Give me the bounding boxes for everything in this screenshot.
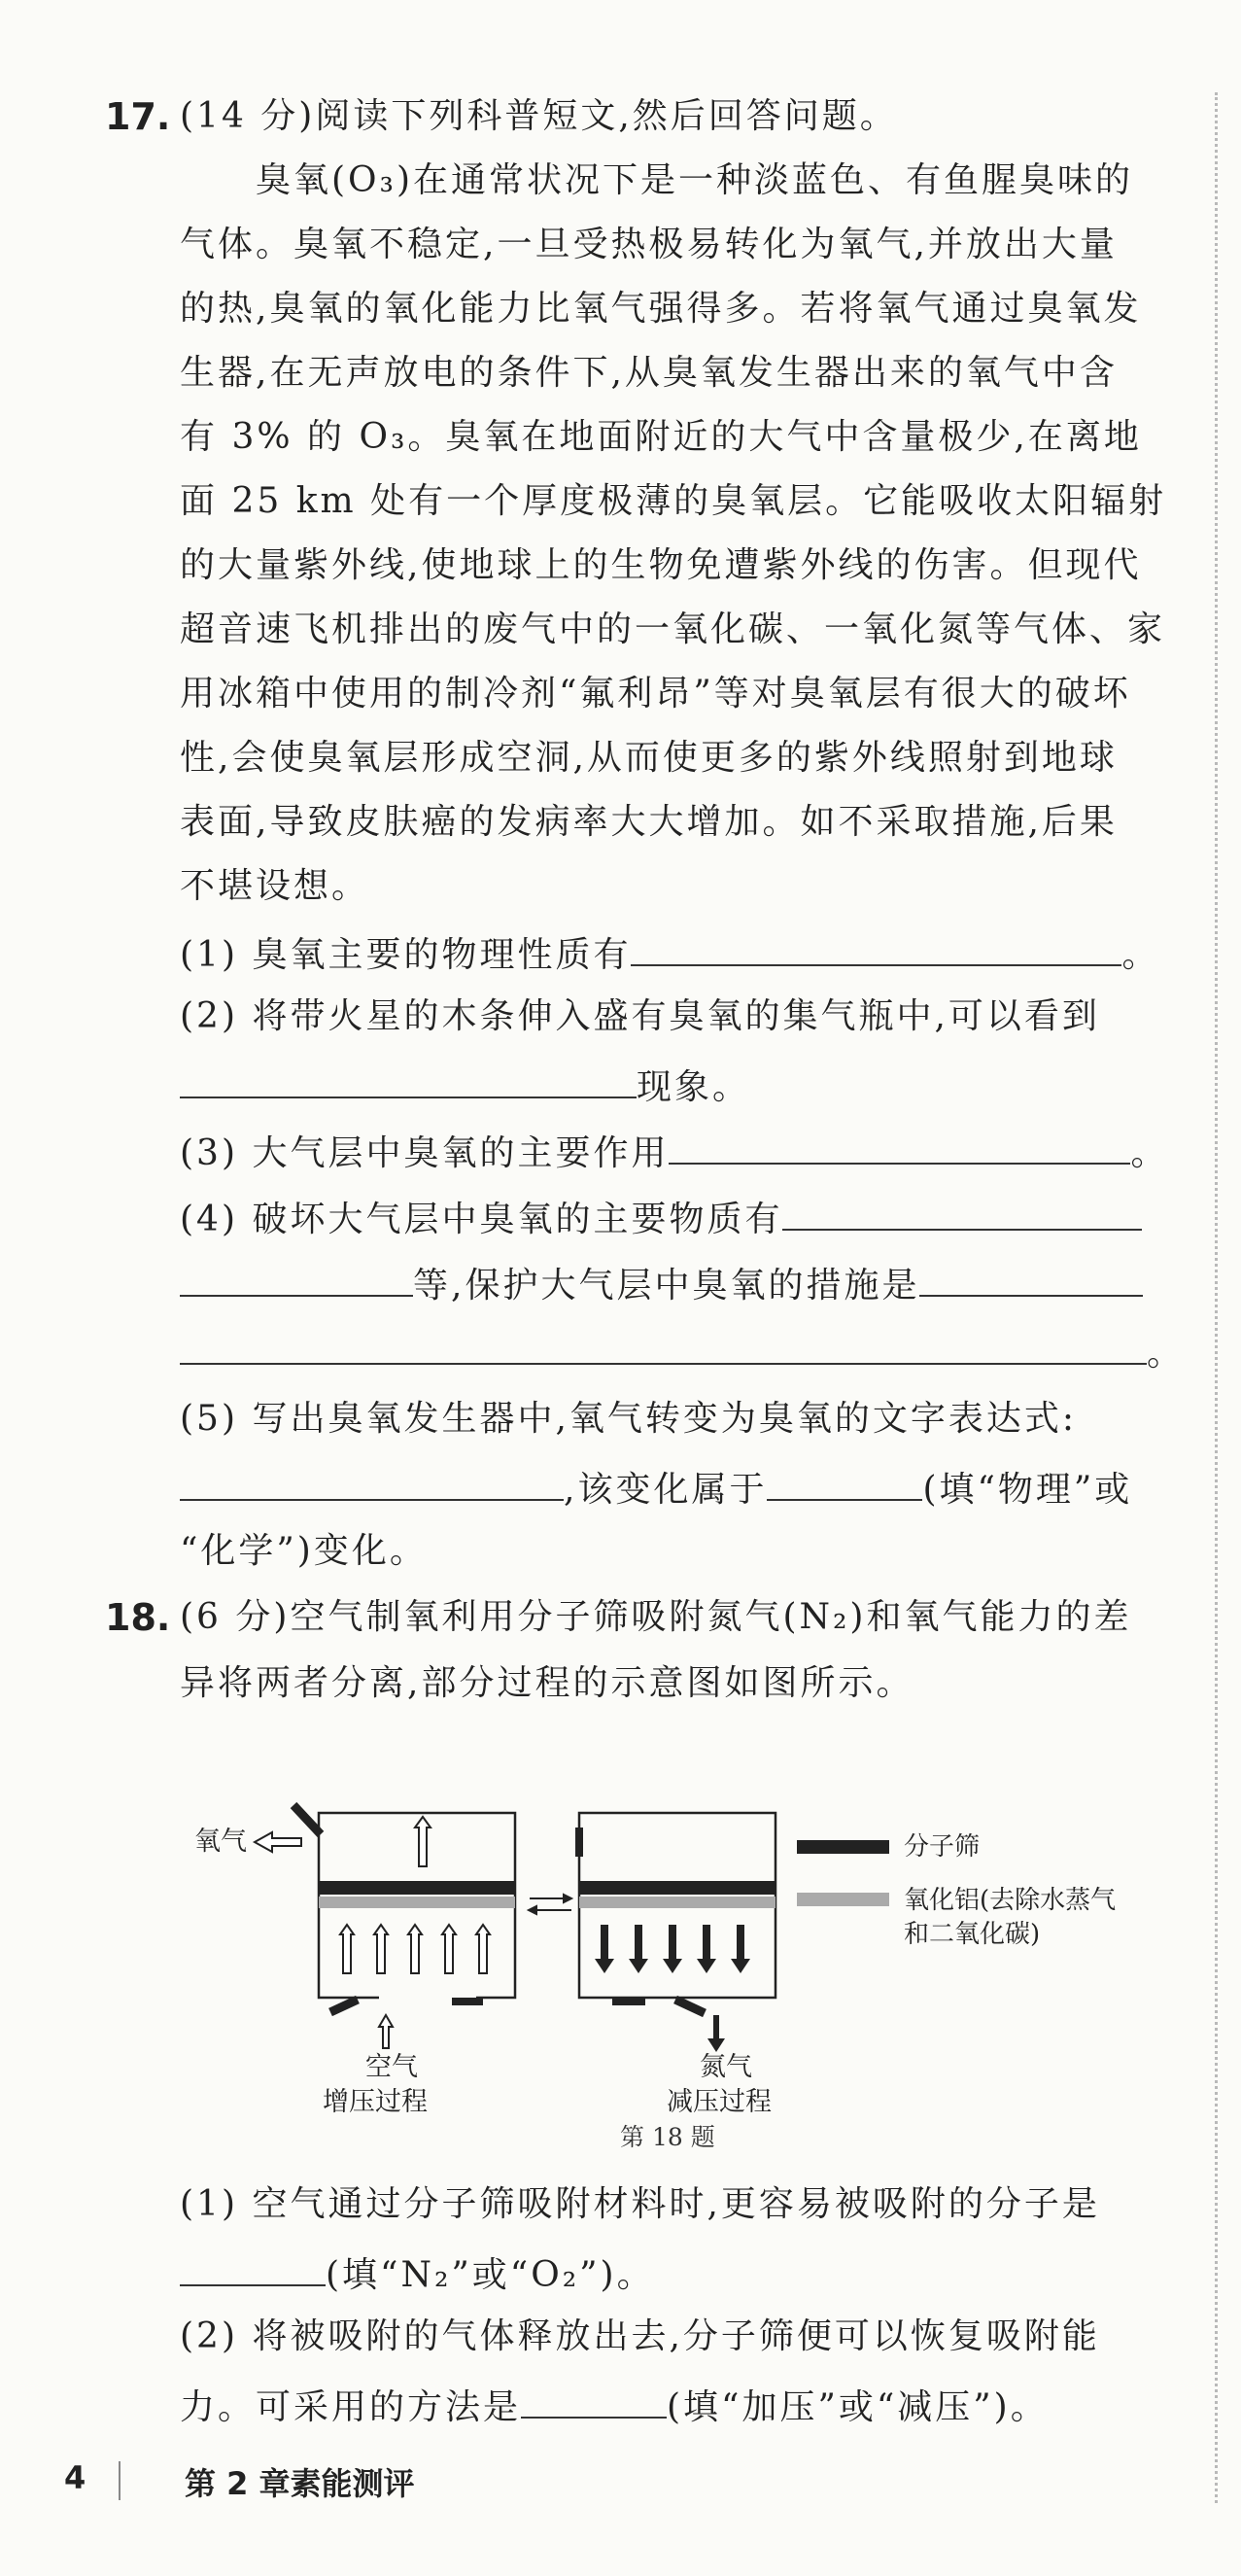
period: 。 <box>1121 935 1160 975</box>
legend-sieve-label: 分子筛 <box>904 1832 981 1862</box>
pressurize-chamber <box>319 1813 515 2048</box>
question-17-part-4b <box>180 1246 1181 1316</box>
part-1-hint: (填“N₂”或“O₂”)。 <box>326 2255 655 2295</box>
nitrogen-label: 氮气 <box>700 2052 752 2082</box>
legend-sieve-swatch <box>797 1840 889 1854</box>
oxygen-label: 氧气 <box>194 1827 247 1857</box>
answer-blank[interactable] <box>669 1114 1130 1165</box>
answer-blank[interactable] <box>180 1246 413 1297</box>
part-5-hint: (填“物理”或 <box>922 1470 1133 1510</box>
question-17-part-2b <box>180 1048 1181 1118</box>
question-17-part-5c: “化学”)变化。 <box>180 1531 428 1571</box>
part-2-hint: (填“加压”或“减压”)。 <box>667 2387 1049 2427</box>
sieve-layer <box>319 1881 515 1895</box>
answer-blank[interactable] <box>180 1048 637 1098</box>
part-1-text: (1) 臭氧主要的物理性质有 <box>180 935 632 975</box>
passage-line: 用冰箱中使用的制冷剂“氟利昂”等对臭氧层有很大的破坏 <box>180 674 1131 714</box>
question-17-number: 17. <box>105 95 171 138</box>
question-18-intro-1: (6 分)空气制氧利用分子筛吸附氮气(N₂)和氧气能力的差 <box>180 1597 1132 1637</box>
question-18-part-2b <box>180 2368 1181 2438</box>
passage-line: 气体。臭氧不稳定,一旦受热极易转化为氧气,并放出大量 <box>180 225 1118 264</box>
chapter-title: 第 2 章素能测评 <box>185 2465 415 2502</box>
sieve-layer <box>579 1881 776 1895</box>
part-3-text: (3) 大气层中臭氧的主要作用 <box>180 1133 670 1173</box>
air-label: 空气 <box>365 2052 418 2082</box>
answer-blank[interactable] <box>180 1450 564 1501</box>
air-inlet-arrow-icon <box>379 2015 393 2048</box>
part-5-middle: ,该变化属于 <box>564 1470 768 1510</box>
part-2-text: 力。可采用的方法是 <box>180 2387 522 2427</box>
passage-line: 超音速飞机排出的废气中的一氧化碳、一氧化氮等气体、家 <box>180 609 1166 649</box>
question-18-part-1b <box>180 2236 1181 2306</box>
binding-dotted-line <box>1215 92 1218 2503</box>
molecular-sieve-diagram <box>185 1793 1186 2173</box>
answer-blank[interactable] <box>631 916 1121 966</box>
depressurize-label: 减压过程 <box>667 2087 772 2117</box>
figure-caption: 第 18 题 <box>620 2123 715 2151</box>
question-17-part-4c <box>180 1314 1186 1384</box>
passage-line: 臭氧(O₃)在通常状况下是一种淡蓝色、有鱼腥臭味的 <box>180 160 1134 200</box>
answer-blank[interactable] <box>767 1450 922 1501</box>
question-17-part-3 <box>180 1114 1181 1184</box>
valve-top-left <box>293 1805 321 1834</box>
period: 。 <box>1130 1133 1169 1173</box>
question-17-part-5b <box>180 1450 1181 1520</box>
legend-alumina-label: 氧化铝(去除水蒸气 <box>904 1886 1117 1915</box>
valve-bottom-right <box>675 2000 705 2013</box>
legend-alumina-label-2: 和二氧化碳) <box>904 1920 1041 1949</box>
footer-divider <box>119 2461 121 2500</box>
passage-line: 表面,导致皮肤癌的发病率大大增加。如不采取措施,后果 <box>180 802 1118 842</box>
passage-line: 生器,在无声放电的条件下,从臭氧发生器出来的氧气中含 <box>180 353 1118 393</box>
depressurize-chamber <box>575 1813 776 2052</box>
page-number: 4 <box>64 2459 86 2496</box>
question-17-intro: (14 分)阅读下列科普短文,然后回答问题。 <box>180 96 898 136</box>
question-18-intro-2: 异将两者分离,部分过程的示意图如图所示。 <box>180 1663 914 1703</box>
question-17-part-2a: (2) 将带火星的木条伸入盛有臭氧的集气瓶中,可以看到 <box>180 996 1100 1036</box>
legend-alumina-swatch <box>797 1893 889 1906</box>
nitrogen-outlet-arrow-icon <box>707 2015 725 2052</box>
question-18-number: 18. <box>105 1596 171 1639</box>
down-arrows-group <box>595 1925 750 1973</box>
question-18-part-1a: (1) 空气通过分子筛吸附材料时,更容易被吸附的分子是 <box>180 2184 1100 2224</box>
passage-line: 的大量紫外线,使地球上的生物免遭紫外线的伤害。但现代 <box>180 545 1142 585</box>
alumina-layer <box>579 1897 776 1908</box>
exchange-arrows-icon <box>529 1895 571 1914</box>
answer-blank[interactable] <box>521 2368 667 2419</box>
part-2-suffix: 现象。 <box>637 1067 751 1107</box>
question-17-part-1 <box>180 916 1181 986</box>
period: 。 <box>1147 1334 1186 1374</box>
up-arrow-icon <box>415 1817 431 1866</box>
question-18-part-2a: (2) 将被吸附的气体释放出去,分子筛便可以恢复吸附能 <box>180 2316 1100 2356</box>
answer-blank[interactable] <box>180 1314 1147 1365</box>
question-17-part-4a <box>180 1180 1181 1250</box>
passage-line: 的热,臭氧的氧化能力比氧气强得多。若将氧气通过臭氧发 <box>180 289 1142 329</box>
answer-blank[interactable] <box>919 1246 1143 1297</box>
up-arrows-group <box>340 1925 490 1973</box>
passage-line: 性,会使臭氧层形成空洞,从而使更多的紫外线照射到地球 <box>180 738 1118 778</box>
oxygen-outflow-arrow-icon <box>255 1832 301 1852</box>
passage-line: 面 25 km 处有一个厚度极薄的臭氧层。它能吸收太阳辐射 <box>180 481 1167 521</box>
part-4-text: (4) 破坏大气层中臭氧的主要物质有 <box>180 1200 783 1239</box>
alumina-layer <box>319 1897 515 1908</box>
part-4-middle: 等,保护大气层中臭氧的措施是 <box>413 1266 920 1305</box>
passage-line: 有 3% 的 O₃。臭氧在地面附近的大气中含量极少,在离地 <box>180 417 1142 457</box>
answer-blank[interactable] <box>782 1180 1142 1231</box>
pressurize-label: 增压过程 <box>323 2087 428 2117</box>
valve-bottom-left <box>330 2000 358 2012</box>
question-17-part-5a: (5) 写出臭氧发生器中,氧气转变为臭氧的文字表达式: <box>180 1399 1078 1439</box>
passage-line: 不堪设想。 <box>180 866 370 906</box>
answer-blank[interactable] <box>180 2236 326 2286</box>
